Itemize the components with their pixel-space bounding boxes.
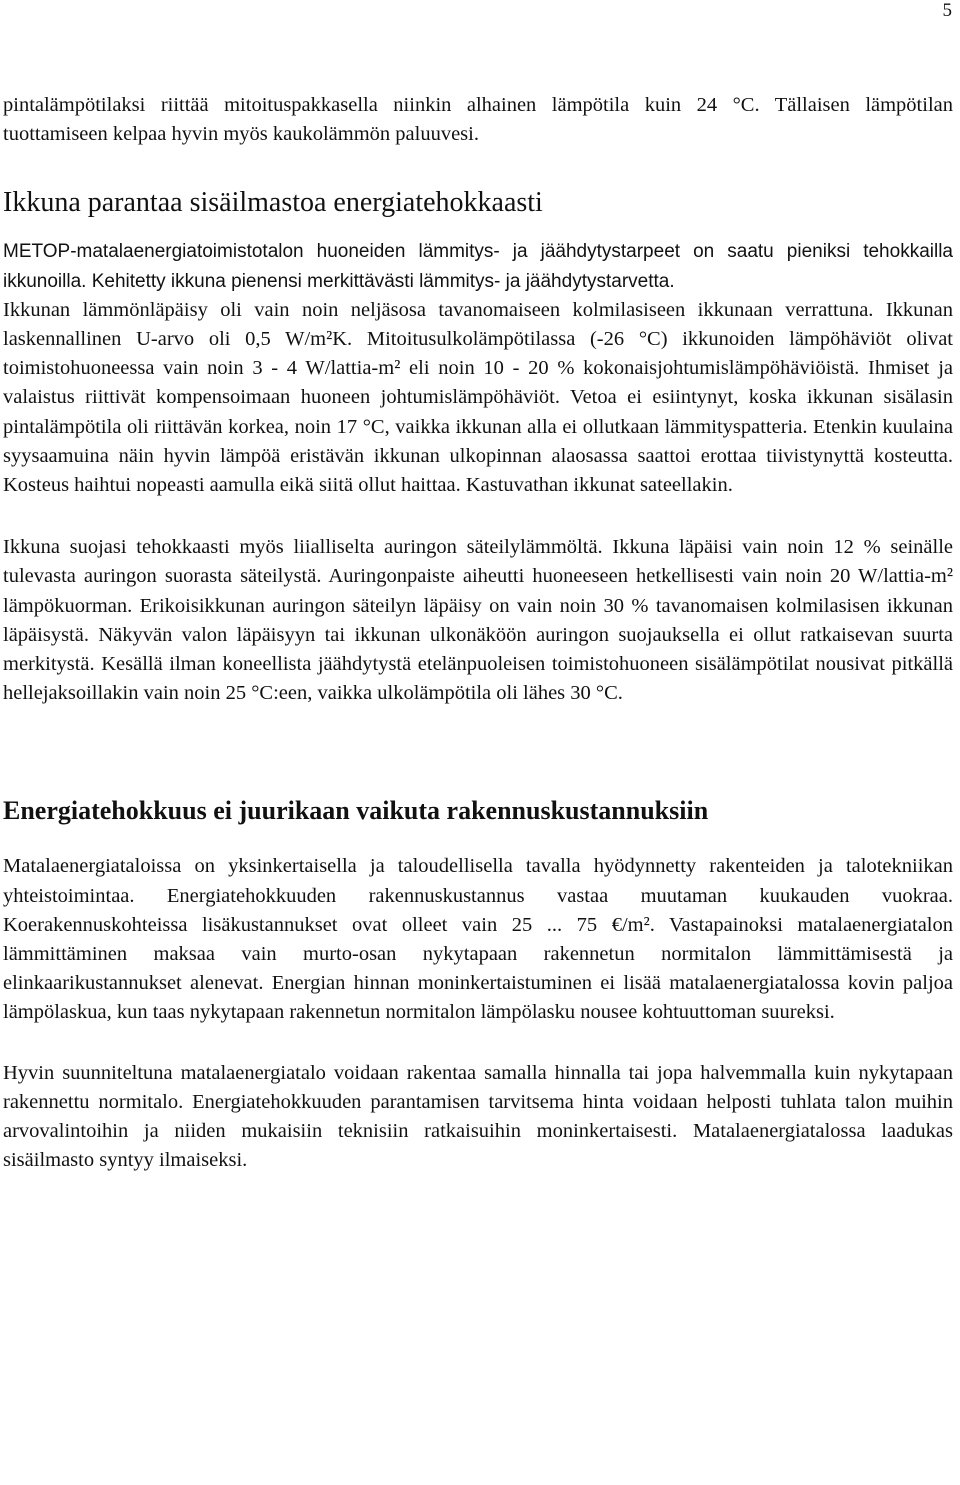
window-heat-loss-paragraph: Ikkunan lämmönläpäisy oli vain noin neljäsosa tavanomaiseen kolmilasiseen ikkunaan verrattuna. Ikkunan laskennallinen U-arvo oli 0,5 W/m²K. Mitoitusulkolämpötilassa (-26 °C) ikkunoiden lämpöhäviöt olivat toimistohuoneessa vain noin 3 - 4 W/lattia-m² eli noin 10 - 20 % kokonaisjohtumislämpöhäviöistä. Ihmiset ja valaistus riittivät kompensoimaan huoneen johtumislämpöhäviöt. Vetoa ei esiintynyt, koska ikkunan sisälasin pintalämpötila oli riittävän korkea, noin 17 °C, vaikka ikkunan alla ei ollutkaan lämmityspatteria. Etenkin kuulaina syysaamuina näin hyvin lämpöä eristävän ikkunan ulkopinnan alaosassa saattoi erottaa tiivistynyttä kosteutta. Kosteus haihtui nopeasti aamulla eikä siitä ollut haittaa. Kastuvathan ikkunat sateellakin.: [3, 298, 953, 497]
solar-protection-paragraph: Ikkuna suojasi tehokkaasti myös liialliselta auringon säteilylämmöltä. Ikkuna läpäisi vain noin 12 % seinälle tulevasta auringon suorasta säteilystä. Auringonpaiste aiheutti huoneeseen hetkellisesti vain noin 20 W/lattia-m² lämpökuorman. Erikoisikkunan auringon säteilyn läpäisy on vain noin 30 % tavanomaisen kolmilasisen ikkunan läpäisystä. Näkyvän valon läpäisyyn tai ikkunan ulkonäköön auringon suojauksella ei ollut ratkaisevan suurta merkitystä. Kesällä ilman koneellista jäähdytystä etelänpuoleisen toimistohuoneen sisälämpötilat nousivat pitkällä hellejaksoillakin vain noin 25 °C:een, vaikka ulkolämpötila oli lähes 30 °C.: [3, 536, 953, 705]
page-number: 5: [942, 0, 952, 21]
intro-paragraph: pintalämpötilaksi riittää mitoituspakkasella niinkin alhainen lämpötila kuin 24 °C. Tällaisen lämpötilan tuottamiseen kelpaa hyvin myös kaukolämmön paluuvesi.: [3, 94, 953, 146]
section-heading-window: Ikkuna parantaa sisäilmastoa energiatehokkaasti: [3, 187, 543, 219]
costs-paragraph: Matalaenergiataloissa on yksinkertaisella ja taloudellisella tavalla hyödynnetty rakenteiden ja talotekniikan yhteistoimintaa. Energiatehokkuuden rakennuskustannus vastaa muutaman kuukauden vuokraa. Koerakennuskohteissa lisäkustannukset ovat olleet vain 25 ... 75 €/m². Vastapainoksi matalaenergiatalon lämmittäminen maksaa vain murto-osan nykytapaan rakennetun normitalon lämmittämisestä ja elinkaarikustannukset alenevat. Energian hinnan moninkertaistuminen ei lisää matalaenergiatalossa kovin paljoa lämpölaskua, kun taas nykytapaan rakennetun normitalon lämpölasku nousee kohtuuttoman suureksi.: [3, 855, 953, 1024]
document-body: [3, 91, 953, 1175]
metop-paragraph: METOP-matalaenergiatoimistotalon huoneiden lämmitys- ja jäähdytystarpeet on saatu pieniksi tehokkailla ikkunoilla. Kehitetty ikkuna pienensi merkittävästi lämmitys- ja jäähdytystarvetta.: [3, 241, 953, 292]
section-heading-costs: Energiatehokkuus ei juurikaan vaikuta rakennuskustannuksiin: [3, 796, 709, 826]
design-paragraph: Hyvin suunniteltuna matalaenergiatalo voidaan rakentaa samalla hinnalla tai jopa halvemmalla kuin nykytapaan rakennettu normitalo. Energiatehokkuuden parantamisen tarvitsema hinta voidaan helposti tuhlata talon muihin arvovalintoihin ja niiden mukaisiin teknisiin ratkaisuihin moninkertaisesti. Matalaenergiatalossa laadukas sisäilmasto syntyy ilmaiseksi.: [3, 1061, 953, 1172]
